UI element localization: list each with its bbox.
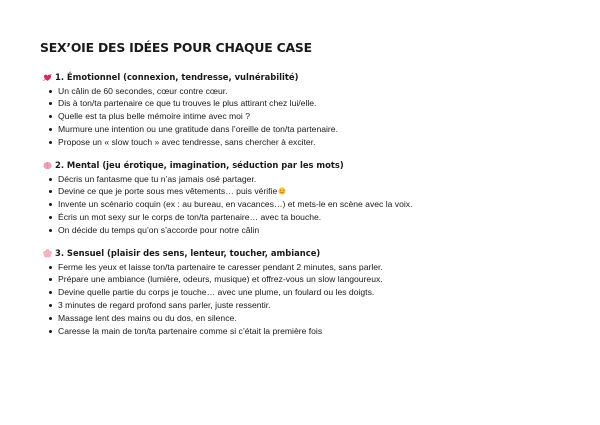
bullet xyxy=(49,291,52,294)
list-item-text: Propose un « slow touch » avec tendresse, sans chercher à exciter. xyxy=(58,137,316,148)
bullet xyxy=(49,229,52,232)
brain-icon xyxy=(43,161,52,170)
bullet xyxy=(49,190,52,193)
list-item-text: Caresse la main de ton/ta partenaire comme si c’était la première fois xyxy=(58,326,323,337)
bullet xyxy=(49,203,52,206)
section-heading xyxy=(43,247,560,260)
bullet xyxy=(49,216,52,219)
smiling-face-icon xyxy=(278,187,286,195)
section-heading-text: 2. Mental (jeu érotique, imagination, séduction par les mots) xyxy=(55,160,344,171)
item-list xyxy=(40,85,560,150)
list-item-text: Massage lent des mains ou du dos, en silence. xyxy=(58,313,237,324)
bullet xyxy=(49,102,52,105)
section-emotionnel xyxy=(40,71,560,149)
bullet xyxy=(49,115,52,118)
item-list xyxy=(40,261,560,338)
list-item xyxy=(40,123,560,136)
list-item-text: 3 minutes de regard profond sans parler, juste ressentir. xyxy=(58,300,271,311)
bullet xyxy=(49,128,52,131)
list-item xyxy=(40,312,560,325)
bullet xyxy=(49,178,52,181)
list-item xyxy=(40,185,560,198)
list-item-text: On décide du temps qu’on s’accorde pour notre câlin xyxy=(58,225,260,236)
section-heading-text: 3. Sensuel (plaisir des sens, lenteur, toucher, ambiance) xyxy=(55,248,321,259)
list-item xyxy=(40,110,560,123)
list-item-text: Quelle est ta plus belle mémoire intime avec moi ? xyxy=(58,111,251,122)
list-item xyxy=(40,173,560,186)
list-item-text: Prépare une ambiance (lumière, odeurs, musique) et offrez-vous un slow langoureux. xyxy=(58,274,383,285)
list-item xyxy=(40,224,560,237)
list-item xyxy=(40,211,560,224)
list-item xyxy=(40,198,560,211)
list-item xyxy=(40,136,560,149)
page-title: SEX’OIE DES IDÉES POUR CHAQUE CASE xyxy=(40,40,312,55)
list-item xyxy=(40,97,560,110)
section-mental xyxy=(40,159,560,237)
section-sensuel xyxy=(40,247,560,338)
list-item-text: Décris un fantasme que tu n’as jamais osé partager. xyxy=(58,173,257,184)
item-list xyxy=(40,173,560,238)
list-item-text: Murmure une intention ou une gratitude dans l’oreille de ton/ta partenaire. xyxy=(58,124,338,135)
list-item xyxy=(40,286,560,299)
list-item xyxy=(40,85,560,98)
list-item xyxy=(40,273,560,286)
bullet xyxy=(49,317,52,320)
list-item-text: Dis à ton/ta partenaire ce que tu trouves le plus attirant chez lui/elle. xyxy=(58,98,317,109)
bullet xyxy=(49,141,52,144)
list-item-text: Ferme les yeux et laisse ton/ta partenaire te caresser pendant 2 minutes, sans parler. xyxy=(58,261,383,272)
bullet xyxy=(49,278,52,281)
bullet xyxy=(49,304,52,307)
bullet xyxy=(49,266,52,269)
list-item-text: Un câlin de 60 secondes, cœur contre cœur. xyxy=(58,85,228,96)
section-heading xyxy=(43,71,560,84)
bullet xyxy=(49,90,52,93)
list-item xyxy=(40,261,560,274)
list-item-text: Invente un scénario coquin (ex : au bureau, en vacances…) et mets-le en scène avec la voix. xyxy=(58,199,413,210)
list-item xyxy=(40,299,560,312)
list-item-text: Écris un mot sexy sur le corps de ton/ta partenaire… avec ta bouche. xyxy=(58,212,322,223)
section-heading-text: 1. Émotionnel (connexion, tendresse, vulnérabilité) xyxy=(55,72,299,82)
section-heading xyxy=(43,159,560,172)
cherry-blossom-icon xyxy=(43,249,52,258)
list-item xyxy=(40,325,560,338)
list-item-text: Devine ce que je porte sous mes vêtements… puis vérifie xyxy=(58,186,278,197)
bullet xyxy=(49,330,52,333)
list-item-text: Devine quelle partie du corps je touche… avec une plume, un foulard ou les doigts. xyxy=(58,287,375,298)
heart-cupid-icon xyxy=(43,73,52,82)
